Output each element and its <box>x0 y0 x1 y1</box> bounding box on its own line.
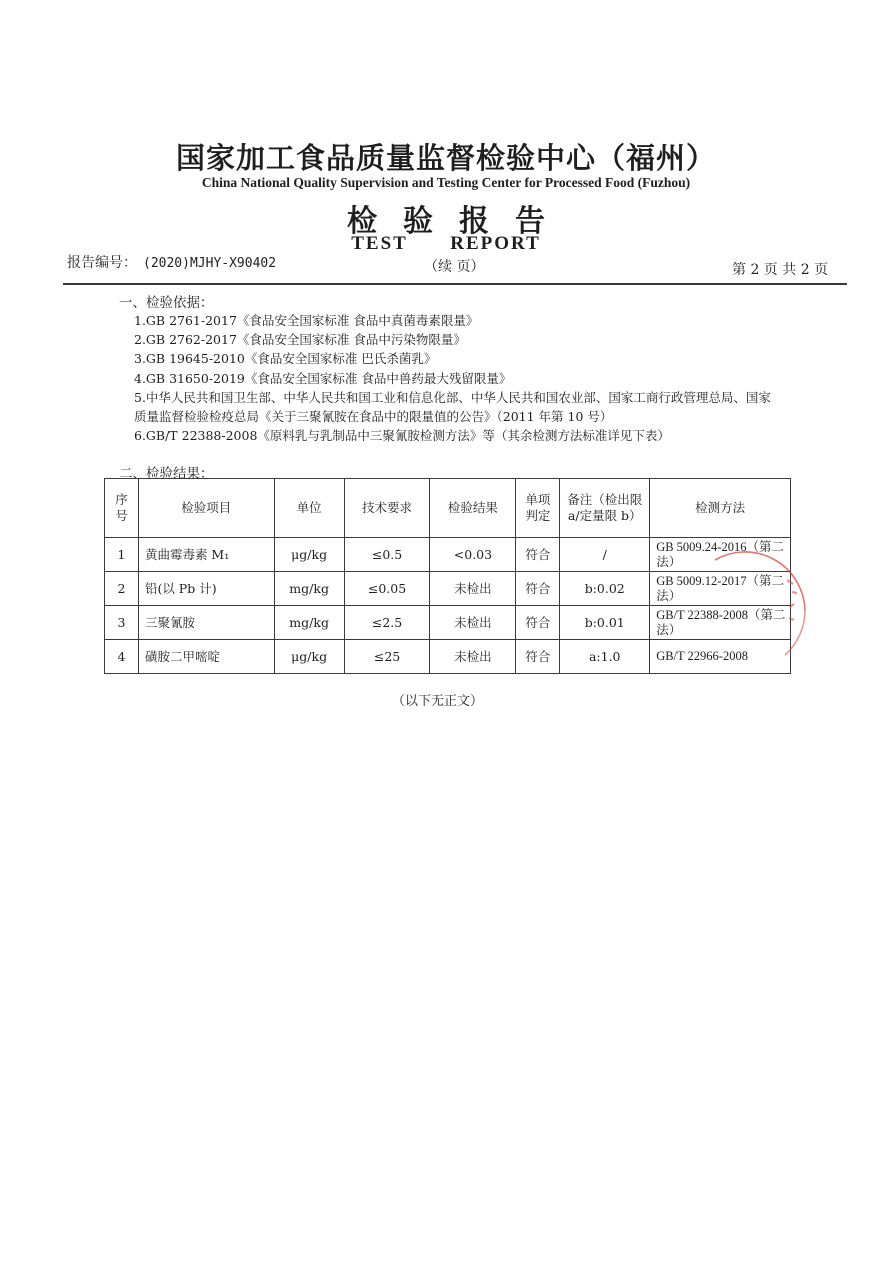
table-row <box>105 606 791 640</box>
basis-item: 6.GB/T 22388-2008《原料乳与乳制品中三聚氰胺检测方法》等（其余检测方法标准详见下表） <box>134 428 670 444</box>
col-header: 技术要求 <box>344 479 430 538</box>
table-header-row <box>105 479 791 538</box>
report-number-label: 报告编号： <box>67 255 137 271</box>
basis-heading: 一、检验依据： <box>119 295 214 311</box>
col-header: 单项判定 <box>516 479 560 538</box>
cell-item: 铅(以 Pb 计) <box>138 572 274 606</box>
cell-no: 3 <box>105 606 139 640</box>
cell-unit: μg/kg <box>274 538 344 572</box>
cell-requirement: ≤25 <box>344 640 430 674</box>
cell-no: 4 <box>105 640 139 674</box>
basis-item: 1.GB 2761-2017《食品安全国家标准 食品中真菌毒素限量》 <box>134 313 479 328</box>
cell-remark: b:0.01 <box>560 606 650 640</box>
cell-no: 1 <box>105 538 139 572</box>
end-of-text-note: （以下无正文） <box>392 694 484 709</box>
report-title-en: TEST REPORT <box>351 233 541 254</box>
page-info: 第 2 页 共 2 页 <box>732 262 829 278</box>
cell-result: <0.03 <box>430 538 516 572</box>
header-divider <box>63 283 847 285</box>
center-title-cn: 国家加工食品质量监督检验中心（福州） <box>175 141 716 175</box>
cell-no: 2 <box>105 572 139 606</box>
col-header: 备注（检出限 a/定量限 b） <box>560 479 650 538</box>
basis-item: 3.GB 19645-2010《食品安全国家标准 巴氏杀菌乳》 <box>134 351 437 367</box>
basis-list <box>134 311 774 445</box>
cell-item: 黄曲霉毒素 M₁ <box>138 538 274 572</box>
cell-method: GB 5009.24-2016（第二法） <box>650 538 791 572</box>
continued-page-label: （续 页） <box>424 259 485 275</box>
cell-judgement: 符合 <box>516 538 560 572</box>
table-row <box>105 538 791 572</box>
col-header: 检测方法 <box>650 479 791 538</box>
cell-judgement: 符合 <box>516 606 560 640</box>
basis-item: 5.中华人民共和国卫生部、中华人民共和国工业和信息化部、中华人民共和国农业部、国家工商行政管理总局、国家质量监督检验检疫总局《关于三聚氰胺在食品中的限量值的公告》（2011 年第 10 号） <box>134 389 771 425</box>
basis-item: 2.GB 2762-2017《食品安全国家标准 食品中污染物限量》 <box>134 332 466 348</box>
cell-remark: a:1.0 <box>560 640 650 674</box>
cell-unit: μg/kg <box>274 640 344 674</box>
cell-result: 未检出 <box>430 640 516 674</box>
table-row <box>105 640 791 674</box>
cell-requirement: ≤0.5 <box>344 538 430 572</box>
cell-judgement: 符合 <box>516 640 560 674</box>
report-title-cn: 检验报告 <box>347 204 571 239</box>
cell-remark: / <box>560 538 650 572</box>
cell-judgement: 符合 <box>516 572 560 606</box>
col-header: 序号 <box>105 479 139 538</box>
table-row <box>105 572 791 606</box>
col-header: 单位 <box>274 479 344 538</box>
results-heading: 二、检验结果： <box>119 466 214 482</box>
cell-requirement: ≤0.05 <box>344 572 430 606</box>
cell-method: GB/T 22388-2008（第二法） <box>650 606 791 640</box>
basis-item: 4.GB 31650-2019《食品安全国家标准 食品中兽药最大残留限量》 <box>134 370 512 386</box>
cell-unit: mg/kg <box>274 606 344 640</box>
cell-requirement: ≤2.5 <box>344 606 430 640</box>
cell-method: GB/T 22966-2008 <box>650 640 791 674</box>
cell-result: 未检出 <box>430 606 516 640</box>
cell-unit: mg/kg <box>274 572 344 606</box>
report-number <box>67 252 276 272</box>
official-seal-stamp <box>695 540 825 670</box>
col-header: 检验项目 <box>138 479 274 538</box>
cell-method: GB 5009.12-2017（第二法） <box>650 572 791 606</box>
results-table <box>104 478 791 674</box>
cell-item: 磺胺二甲嘧啶 <box>138 640 274 674</box>
cell-remark: b:0.02 <box>560 572 650 606</box>
cell-result: 未检出 <box>430 572 516 606</box>
report-number-value: (2020)MJHY-X90402 <box>143 256 277 271</box>
cell-item: 三聚氰胺 <box>138 606 274 640</box>
col-header: 检验结果 <box>430 479 516 538</box>
center-title-en: China National Quality Supervision and Testing Center for Processed Food (Fuzhou) <box>201 175 691 190</box>
